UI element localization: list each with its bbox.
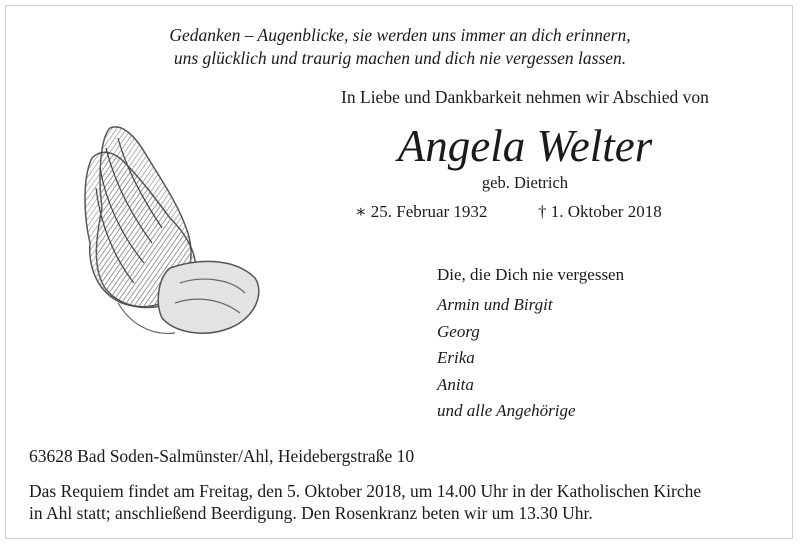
poem [0,24,800,70]
family-member: Armin und Birgit [437,295,553,314]
family-list [437,292,624,425]
life-dates [355,202,662,222]
intro-text: In Liebe und Dankbarkeit nehmen wir Abschied von [341,87,709,107]
poem-line: uns glücklich und traurig machen und dich nie vergessen lassen. [173,48,627,68]
death-date: † 1. Oktober 2018 [538,202,662,221]
maiden-name: geb. Dietrich [481,173,569,192]
funeral-notice [29,480,789,524]
deceased-name: Angela Welter [397,121,653,171]
poem-line: Gedanken – Augenblicke, sie werden uns immer an dich erinnern, [169,25,631,45]
mourners-lead: Die, die Dich nie vergessen [437,265,625,284]
family-member: Erika [437,348,475,367]
notice-line: in Ahl statt; anschließend Beerdigung. Den Rosenkranz beten wir um 13.30 Uhr. [29,503,593,523]
family-member: Georg [437,321,480,341]
address: 63628 Bad Soden-Salmünster/Ahl, Heidebergstraße 10 [29,446,415,466]
family-member: Anita [437,374,474,394]
birth-date: ∗ 25. Februar 1932 [355,202,488,221]
notice-line: Das Requiem findet am Freitag, den 5. Oktober 2018, um 14.00 Uhr in der Katholischen Kirche [29,481,702,501]
family-member: und alle Angehörige [437,401,576,420]
praying-hands-icon [70,118,270,346]
mourners [437,265,624,425]
